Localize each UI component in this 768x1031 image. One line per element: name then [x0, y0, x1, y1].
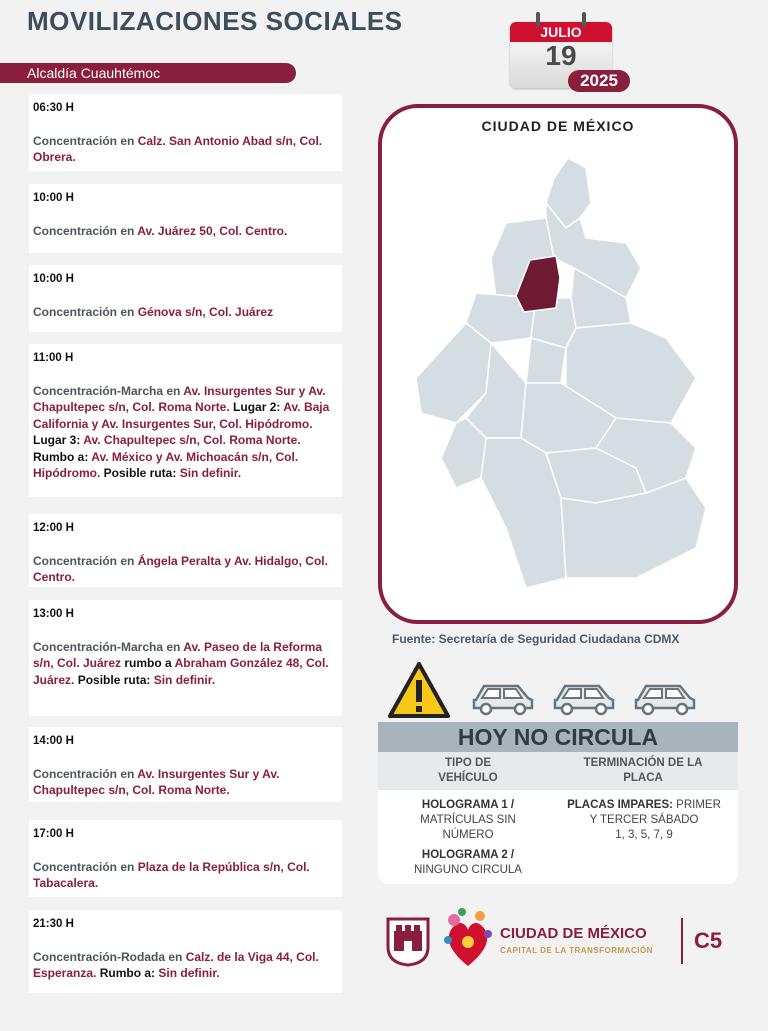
event-time: 14:00 H [33, 735, 74, 747]
map-panel [378, 104, 738, 624]
event-text-part: Concentración [33, 553, 118, 568]
hoy-no-circula-table [378, 752, 738, 884]
event-text-part: Av. Paseo de la Reforma s/n, Col. Juárez [33, 639, 322, 670]
event-time: 11:00 H [33, 352, 74, 364]
event-text-part: Av. México y Av. Michoacán s/n, Col. Hipódromo. [33, 449, 299, 480]
event-text-part: rumbo a [121, 656, 175, 670]
cdmx-map [396, 148, 726, 618]
placas-impares: PLACAS IMPARES: PRIMER Y TERCER SÁBADO 1, 3, 5, 7, 9 [567, 799, 721, 841]
event-card [29, 910, 342, 993]
event-text-part: en [163, 639, 184, 654]
event-card [29, 514, 342, 587]
event-description [33, 859, 338, 892]
event-text-part: Lugar 2: [229, 400, 284, 414]
event-description [33, 223, 338, 240]
calendar-icon [508, 8, 632, 94]
event-text-part: Av. Baja California y Av. Insurgentes Sur, Col. Hipódromo. [33, 400, 330, 431]
calendar-year: 2025 [568, 70, 630, 92]
event-text-part: Av. Chapultepec s/n, Col. Roma Norte. [83, 433, 301, 447]
c5-logo: C5 [694, 928, 723, 953]
footer-divider [681, 918, 683, 964]
event-text-part: Concentración [33, 133, 118, 148]
holograma-2: HOLOGRAMA 2 / NINGUNO CIRCULA [414, 849, 522, 876]
car-icon [551, 678, 617, 716]
event-description [33, 133, 338, 166]
cdmx-shield-logo [386, 917, 430, 967]
event-time: 10:00 H [33, 192, 74, 204]
footer-city: CIUDAD DE MÉXICO [500, 925, 647, 942]
event-card [29, 727, 342, 802]
heart-flower-logo [440, 906, 496, 972]
event-text-part: Ángela Peralta y Av. Hidalgo, Col. Centro. [33, 553, 328, 584]
event-text-part: en [117, 304, 138, 319]
event-description [33, 639, 338, 689]
event-text-part: Av. Insurgentes Sur y Av. Chapultepec s/n, Col. Roma Norte. [33, 383, 326, 414]
holograma-1: HOLOGRAMA 1 / MATRÍCULAS SIN NÚMERO [420, 799, 516, 841]
event-text-part: en [117, 766, 138, 781]
car-icon [632, 678, 698, 716]
event-card [29, 344, 342, 497]
map-source: Fuente: Secretaría de Seguridad Ciudadana CDMX [392, 632, 680, 646]
event-text-part: Plaza de la República s/n, Col. Tabacalera. [33, 859, 310, 890]
map-title: CIUDAD DE MÉXICO [481, 118, 635, 134]
event-text-part: en [117, 859, 138, 874]
event-text-part: Rumbo a: [33, 449, 92, 464]
event-card [29, 94, 342, 171]
event-text-part: Concentración [33, 859, 118, 874]
event-text-part: Génova s/n, Col. Juárez [137, 304, 274, 319]
event-time: 17:00 H [33, 828, 74, 840]
event-text-part: Concentración-Marcha [33, 383, 164, 398]
event-text-part: Sin definir. [158, 966, 220, 980]
event-time: 21:30 H [33, 918, 74, 930]
event-description [33, 383, 338, 482]
event-text-part: en [165, 949, 186, 964]
event-description [33, 304, 338, 321]
event-time: 13:00 H [33, 608, 74, 620]
event-card [29, 184, 342, 253]
event-description [33, 766, 338, 799]
event-text-part: Concentración-Marcha [33, 639, 164, 654]
event-card [29, 265, 342, 332]
car-icon [470, 678, 536, 716]
event-time: 06:30 H [33, 102, 74, 114]
event-text-part: Concentración-Rodada [33, 949, 166, 964]
event-text-part: en [117, 133, 138, 148]
event-text-part: Lugar 3: [33, 433, 84, 447]
calendar-day: 19 [545, 40, 577, 71]
event-text-part: Calz. San Antonio Abad s/n, Col. Obrera. [33, 133, 323, 164]
event-text-part: Calz. de la Viga 44, Col. Esperanza. [33, 949, 319, 980]
event-time: 12:00 H [33, 522, 74, 534]
event-card [29, 600, 342, 716]
event-text-part: Posible ruta: [100, 466, 180, 480]
event-text-part: Posible ruta: [74, 672, 154, 687]
event-text-part: en [163, 383, 184, 398]
event-text-part: en [117, 223, 138, 238]
event-text-part: Av. Insurgentes Sur y Av. Chapultepec s/n, Col. Roma Norte. [33, 766, 280, 797]
page-title: MOVILIZACIONES SOCIALES [27, 6, 403, 36]
event-text-part: en [117, 553, 138, 568]
event-description [33, 553, 338, 586]
col-tipo-vehiculo: TIPO DE VEHÍCULO [438, 757, 498, 784]
event-text-part: Av. Juárez 50, Col. Centro. [137, 223, 288, 238]
event-time: 10:00 H [33, 273, 74, 285]
event-card [29, 820, 342, 897]
event-text-part: Concentración [33, 223, 118, 238]
event-text-part: Concentración [33, 766, 118, 781]
calendar-month: JULIO [540, 24, 582, 40]
hoy-no-circula-title: HOY NO CIRCULA [378, 722, 738, 752]
event-description [33, 949, 338, 982]
col-terminacion-placa: TERMINACIÓN DE LA PLACA [583, 757, 703, 784]
event-text-part: Sin definir. [153, 672, 216, 687]
warning-icon [386, 660, 452, 722]
event-text-part: Rumbo a: [96, 966, 159, 980]
footer-tagline: CAPITAL DE LA TRANSFORMACIÓN [500, 946, 653, 955]
event-text-part: Sin definir. [179, 466, 242, 480]
event-text-part: Concentración [33, 304, 118, 319]
alcaldia-banner: Alcaldía Cuauhtémoc [0, 63, 296, 83]
event-text-part: Abraham González 48, Col. Juárez. [33, 656, 329, 687]
